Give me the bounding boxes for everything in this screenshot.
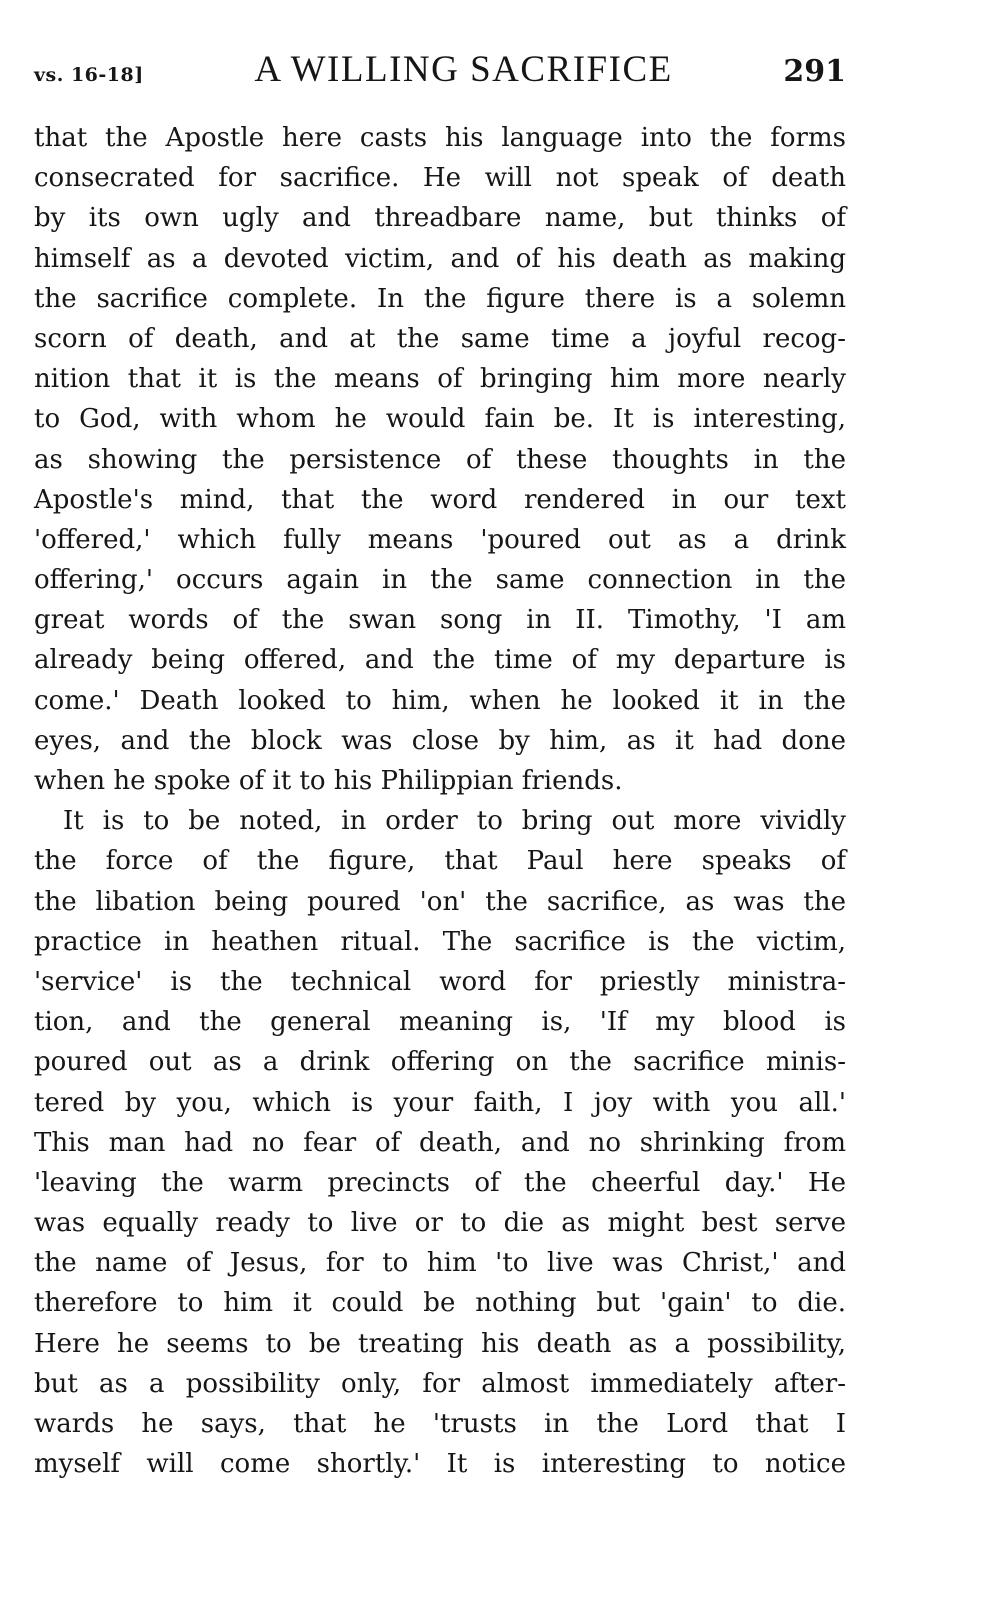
text-line: consecrated for sacrifice. He will not speak of death [34, 163, 846, 194]
text-line: This man had no fear of death, and no shrinking from [34, 1127, 846, 1158]
text-line: already being offered, and the time of my departure is [34, 645, 846, 676]
text-line: Here he seems to be treating his death as a possibility, [34, 1328, 846, 1359]
text-line: therefore to him it could be nothing but 'gain' to die. [34, 1288, 846, 1319]
text-line: the libation being poured 'on' the sacrifice, as was the [34, 886, 846, 917]
book-page [34, 48, 846, 1484]
text-line: eyes, and the block was close by him, as it had done [34, 725, 846, 756]
text-line: tion, and the general meaning is, 'If my blood is [34, 1007, 846, 1038]
text-line: but as a possibility only, for almost immediately after- [34, 1368, 846, 1399]
text-line: poured out as a drink offering on the sacrifice minis- [34, 1047, 846, 1078]
page-title: A WILLING SACRIFICE [254, 49, 673, 90]
text-line: 'leaving the warm precincts of the cheerful day.' He [34, 1167, 846, 1198]
text-line: tered by you, which is your faith, I joy with you all.' [34, 1087, 846, 1118]
text-line: the name of Jesus, for to him 'to live was Christ,' and [34, 1248, 846, 1279]
text-line: scorn of death, and at the same time a joyful recog- [34, 323, 846, 354]
text-line: to God, with whom he would fain be. It is interesting, [34, 404, 846, 435]
paragraph [34, 801, 846, 1484]
text-line: was equally ready to live or to die as might best serve [34, 1208, 846, 1239]
text-line: Apostle's mind, that the word rendered in our text [34, 484, 846, 515]
text-line: as showing the persistence of these thoughts in the [34, 444, 846, 475]
page-number: 291 [783, 54, 846, 89]
text-line: 'service' is the technical word for priestly ministra- [34, 966, 846, 997]
running-head [34, 48, 846, 104]
text-line: the force of the figure, that Paul here speaks of [34, 846, 846, 877]
text-line: the sacrifice complete. In the figure there is a solemn [34, 283, 846, 314]
paragraph [34, 118, 846, 801]
text-line: 'offered,' which fully means 'poured out as a drink [34, 524, 846, 555]
text-line: It is to be noted, in order to bring out more vividly [63, 806, 846, 837]
text-line: offering,' occurs again in the same connection in the [34, 565, 846, 596]
text-line: practice in heathen ritual. The sacrifice is the victim, [34, 926, 846, 957]
text-line: myself will come shortly.' It is interesting to notice [34, 1449, 846, 1480]
text-line: come.' Death looked to him, when he looked it in the [34, 685, 846, 716]
text-line: wards he says, that he 'trusts in the Lord that I [34, 1409, 846, 1439]
text-line: that the Apostle here casts his language into the forms [34, 123, 846, 153]
text-line: by its own ugly and threadbare name, but thinks of [34, 203, 846, 234]
text-line: nition that it is the means of bringing him more nearly [34, 364, 846, 395]
body-text [34, 118, 846, 1484]
verse-reference: vs. 16-18] [34, 64, 144, 86]
text-line: when he spoke of it to his Philippian friends. [34, 766, 623, 796]
text-line: himself as a devoted victim, and of his death as making [34, 243, 846, 274]
text-line: great words of the swan song in II. Timothy, 'I am [34, 605, 846, 636]
